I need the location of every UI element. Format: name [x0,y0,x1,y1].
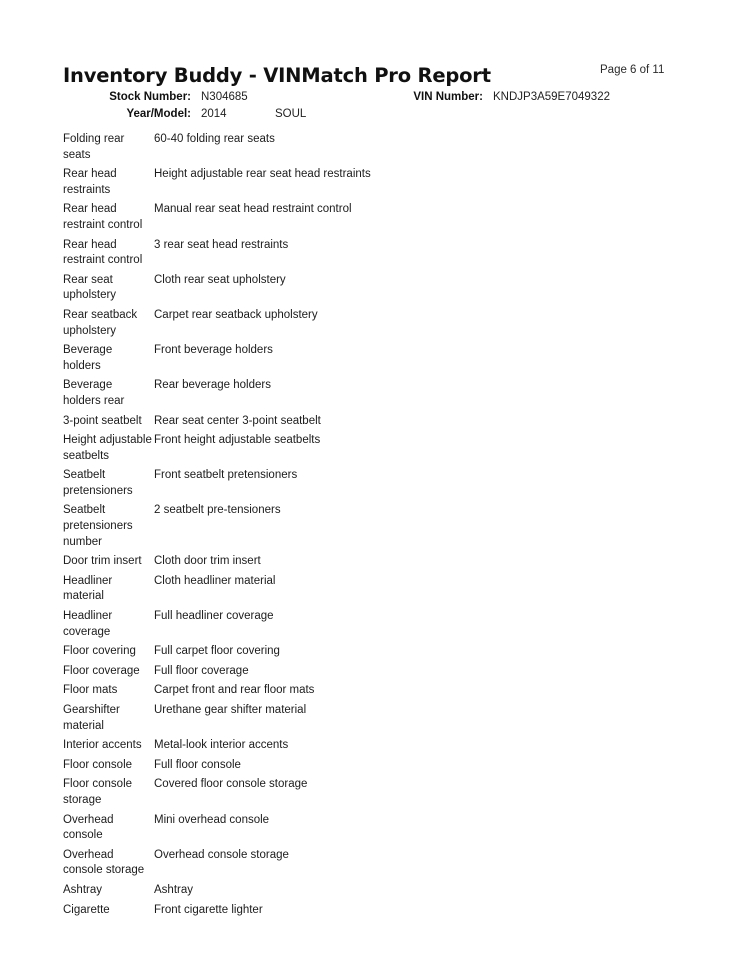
table-row [63,308,673,339]
spec-value: Ashtray [154,883,193,896]
spec-label: Floor covering [63,645,136,658]
table-row [63,433,673,464]
table-row [63,414,673,430]
table-row [63,468,673,499]
table-row [63,609,673,640]
table-row [63,644,673,660]
spec-value: Overhead console storage [154,848,289,861]
spec-label: Headliner coverage [63,610,113,638]
spec-label: Rear seat upholstery [63,273,117,302]
spec-value: 60-40 folding rear seats [154,133,275,145]
spec-label: Rear seatback upholstery [63,308,138,337]
spec-value: Carpet rear seatback upholstery [154,308,318,321]
table-row [63,167,673,198]
vin-number-label: VIN Number: [413,91,483,103]
spec-label: Cigarette [63,903,110,916]
table-row [63,503,673,550]
spec-label: Floor mats [63,684,118,697]
spec-value: Front beverage holders [154,344,273,357]
spec-label: Floor coverage [63,664,140,677]
spec-value: Mini overhead console [154,813,270,826]
spec-value: Full floor console [154,758,241,771]
spec-label: Rear head restraint control [63,203,143,231]
table-row [63,664,673,680]
spec-label: Seatbelt pretensioners [63,469,133,497]
page-title: Inventory Buddy - VINMatch Pro Report [63,64,491,87]
year-value: 2014 [201,108,227,120]
table-row [63,273,673,304]
table-row [63,758,673,774]
table-row [63,683,673,699]
spec-value: Cloth door trim insert [154,555,261,568]
vin-number-value: KNDJP3A59E7049322 [493,91,610,103]
spec-label: Interior accents [63,739,142,752]
stock-number-value: N304685 [201,91,248,103]
table-row [63,574,673,605]
spec-label: Rear head restraints [63,168,117,196]
spec-value: Covered floor console storage [154,778,308,791]
spec-value: Urethane gear shifter material [154,704,307,716]
spec-label: 3-point seatbelt [63,414,142,427]
spec-label: Beverage holders [63,344,113,372]
spec-label: Overhead console [63,813,114,842]
spec-label: Floor console storage [63,778,133,806]
spec-value: Rear seat center 3-point seatbelt [154,414,321,427]
spec-value: Metal-look interior accents [154,739,289,752]
stock-number-label: Stock Number: [109,91,191,103]
spec-label: Gearshifter material [63,704,120,732]
model-value: SOUL [275,108,307,120]
spec-value: Full carpet floor covering [154,645,280,658]
spec-value: Height adjustable rear seat head restraints [154,168,371,181]
table-row [63,813,673,844]
spec-value: Front seatbelt pretensioners [154,469,298,482]
spec-value: Front cigarette lighter [154,903,263,916]
spec-value: Cloth headliner material [154,574,276,587]
table-row [63,238,673,269]
spec-value: Full headliner coverage [154,610,274,623]
spec-label: Floor console [63,758,133,771]
spec-value: Carpet front and rear floor mats [154,684,315,697]
spec-label: Height adjustable seatbelts [63,434,152,462]
spec-value: Full floor coverage [154,664,249,677]
spec-value: 3 rear seat head restraints [154,238,289,251]
spec-label: Overhead console storage [63,848,145,877]
spec-label: Rear head restraint control [63,238,143,267]
year-model-label: Year/Model: [126,108,191,120]
spec-label: Folding rear seats [63,133,125,161]
table-row [63,132,673,163]
meta-row-stock-number [63,91,683,108]
vehicle-meta-block [63,91,683,125]
page-indicator: Page 6 of 11 [600,64,665,76]
table-row [63,202,673,233]
table-row [63,848,673,879]
table-row [63,378,673,409]
spec-value: 2 seatbelt pre-tensioners [154,504,281,517]
spec-label: Seatbelt pretensioners number [63,504,133,548]
spec-label: Ashtray [63,883,102,896]
table-row [63,777,673,808]
spec-value: Manual rear seat head restraint control [154,203,352,216]
spec-value: Front height adjustable seatbelts [154,434,321,447]
spec-label: Headliner material [63,574,113,603]
spec-table [63,132,673,922]
table-row [63,903,673,919]
spec-label: Beverage holders rear [63,379,125,407]
spec-value: Rear beverage holders [154,379,271,392]
meta-row-year-model [63,108,683,125]
spec-value: Cloth rear seat upholstery [154,273,286,286]
table-row [63,343,673,374]
table-row [63,738,673,754]
table-row [63,703,673,734]
spec-label: Door trim insert [63,555,142,568]
table-row [63,554,673,570]
table-row [63,883,673,899]
